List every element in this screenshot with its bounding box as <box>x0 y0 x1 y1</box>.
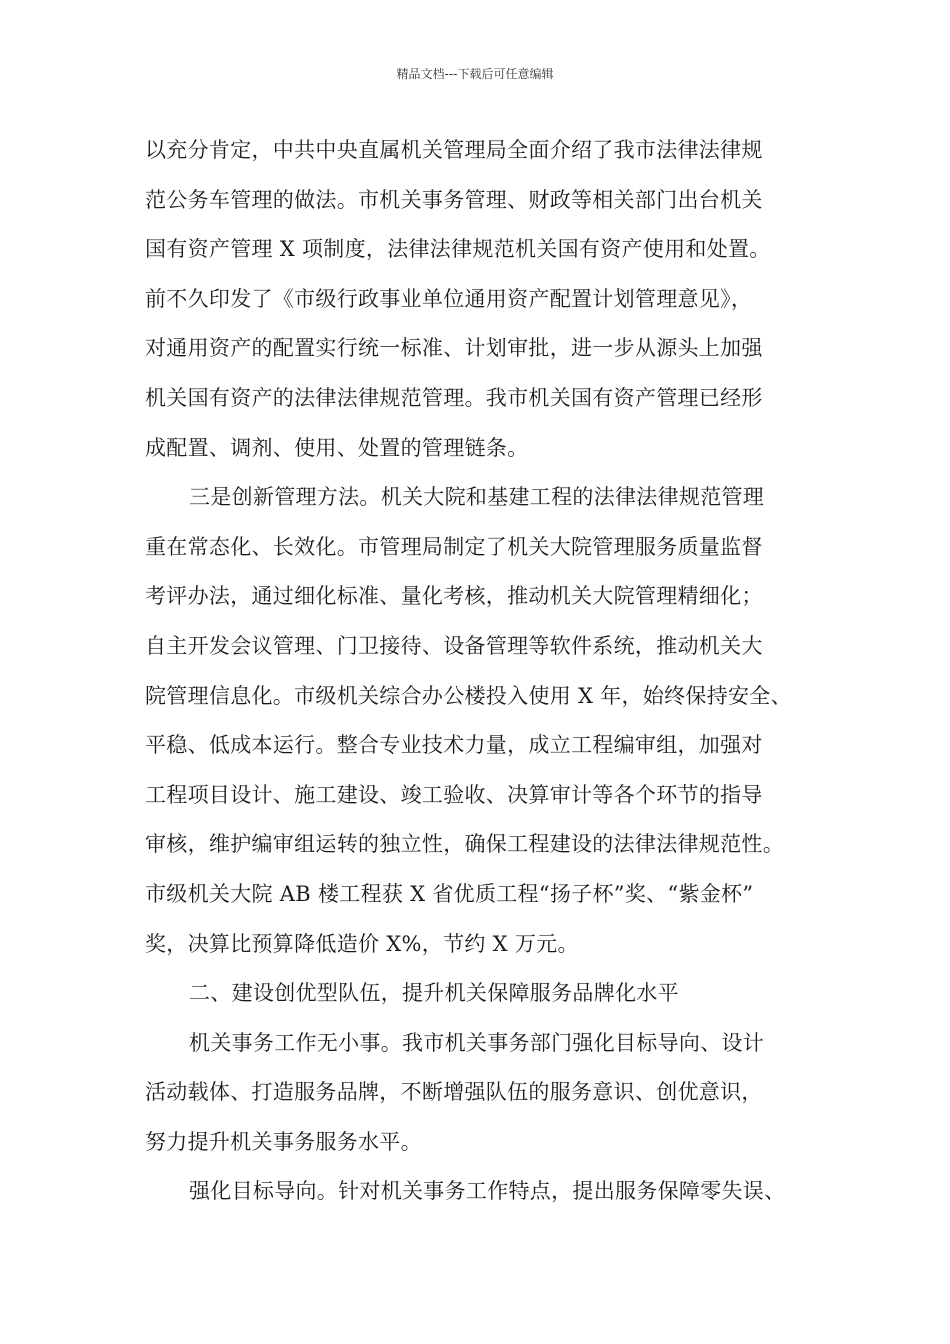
paragraph-start-line: 三是创新管理方法。机关大院和基建工程的法律法律规范管理 <box>189 485 765 510</box>
text-line: 院管理信息化。市级机关综合办公楼投入使用 X 年，始终保持安全、 <box>145 683 792 708</box>
text-line: 活动载体、打造服务品牌，不断增强队伍的服务意识、创优意识， <box>145 1080 763 1105</box>
page-header: 精品文档---下载后可任意编辑 <box>396 67 554 81</box>
text-line: 奖，决算比预算降低造价 X%，节约 X 万元。 <box>145 931 579 956</box>
text-line: 努力提升机关事务服务水平。 <box>145 1129 422 1154</box>
section-heading: 二、建设创优型队伍，提升机关保障服务品牌化水平 <box>189 981 679 1006</box>
paragraph-start-line: 强化目标导向。针对机关事务工作特点，提出服务保障零失误、 <box>189 1179 786 1204</box>
text-line: 审核，维护编审组运转的独立性，确保工程建设的法律法律规范性。 <box>145 832 784 857</box>
body-text <box>145 126 835 1217</box>
text-line: 考评办法，通过细化标准、量化考核，推动机关大院管理精细化； <box>145 584 763 609</box>
text-line: 国有资产管理 X 项制度，法律法律规范机关国有资产使用和处置。 <box>145 237 771 262</box>
text-line: 自主开发会议管理、门卫接待、设备管理等软件系统，推动机关大 <box>145 633 763 658</box>
text-line: 以充分肯定，中共中央直属机关管理局全面介绍了我市法律法律规 <box>145 138 763 162</box>
text-line: 成配置、调剂、使用、处置的管理链条。 <box>145 435 529 460</box>
text-line: 机关国有资产的法律法律规范管理。我市机关国有资产管理已经形 <box>145 385 763 410</box>
text-line: 重在常态化、长效化。市管理局制定了机关大院管理服务质量监督 <box>145 534 763 559</box>
text-line: 市级机关大院 AB 楼工程获 X 省优质工程“扬子杯”奖、“紫金杯” <box>145 881 754 906</box>
text-line: 平稳、低成本运行。整合专业技术力量，成立工程编审组，加强对 <box>145 733 763 758</box>
text-line: 范公务车管理的做法。市机关事务管理、财政等相关部门出台机关 <box>145 187 763 212</box>
text-line: 工程项目设计、施工建设、竣工验收、决算审计等各个环节的指导 <box>145 782 763 807</box>
text-line: 对通用资产的配置实行统一标准、计划审批，进一步从源头上加强 <box>145 336 763 361</box>
text-line: 前不久印发了《市级行政事业单位通用资产配置计划管理意见》， <box>145 286 753 311</box>
paragraph-start-line: 机关事务工作无小事。我市机关事务部门强化目标导向、设计 <box>189 1030 765 1055</box>
